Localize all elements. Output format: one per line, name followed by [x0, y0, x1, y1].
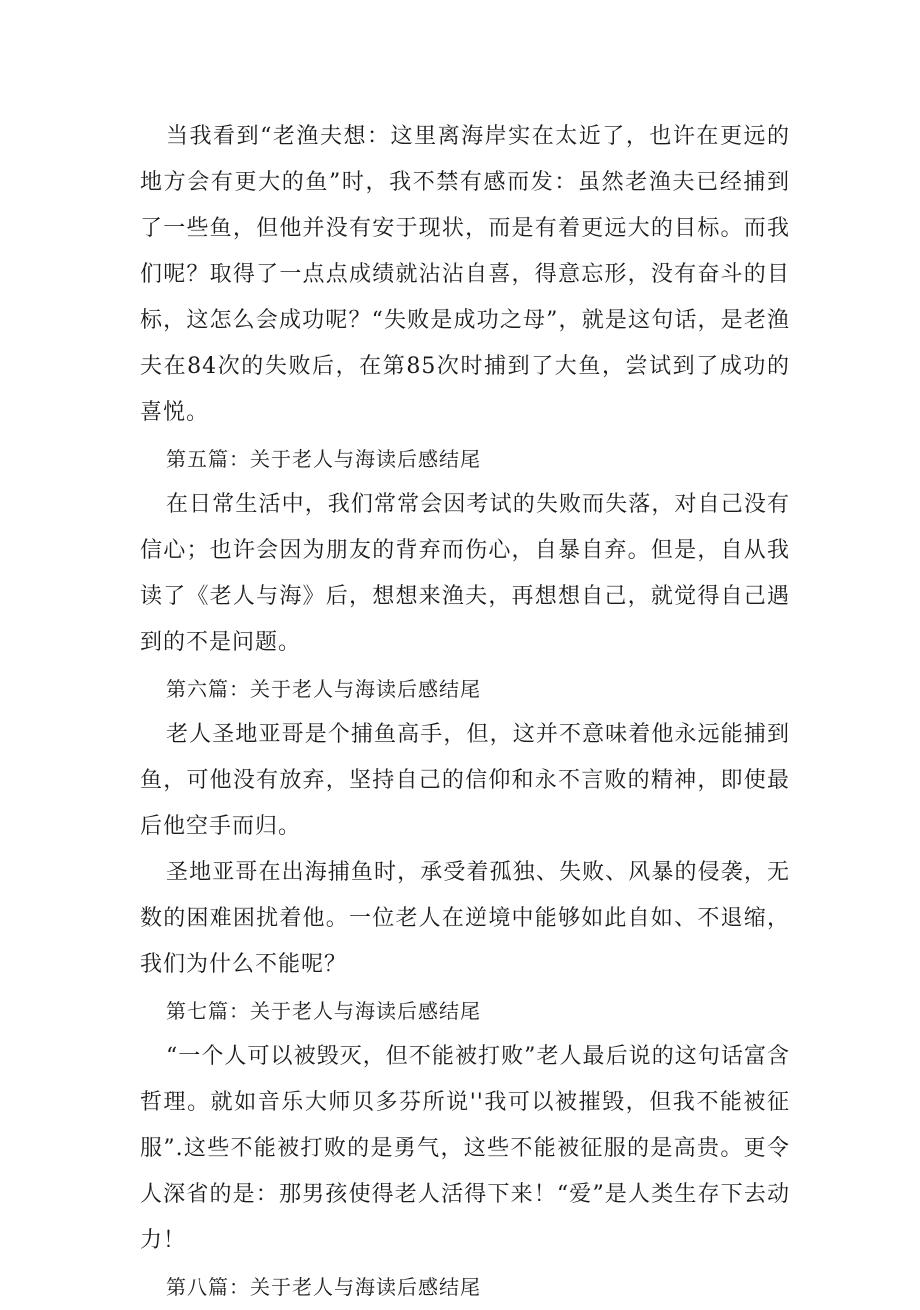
heading-part-6: 第六篇：关于老人与海读后感结尾 [166, 677, 481, 701]
paragraph-4: 圣地亚哥在出海捕鱼时，承受着孤独、失败、风暴的侵袭，无数的困难困扰着他。一位老人在逆境中能够如此自如、不退缩，我们为什么不能呢？ [140, 860, 790, 977]
paragraph-2: 在日常生活中，我们常常会因考试的失败而失落，对自己没有信心；也许会因为朋友的背弃而伤心，自暴自弃。但是，自从我读了《老人与海》后，想想来渔夫，再想想自己，就觉得自己遇到的不是问题。 [140, 492, 790, 655]
paragraph-5: “一个人可以被毁灭，但不能被打败”老人最后说的这句话富含哲理。就如音乐大师贝多芬所说''我可以被摧毁，但我不能被征服”.这些不能被打败的是勇气，这些不能被征服的是高贵。更令人深省的是：那男孩使得老人活得下来！“爱”是人类生存下去动力！ [140, 1044, 790, 1253]
heading-part-8: 第八篇：关于老人与海读后感结尾 [166, 1275, 481, 1299]
paragraph-3: 老人圣地亚哥是个捕鱼高手，但，这并不意味着他永远能捕到鱼，可他没有放弃，坚持自己的信仰和永不言败的精神，即使最后他空手而归。 [140, 722, 790, 839]
heading-part-7: 第七篇：关于老人与海读后感结尾 [166, 999, 481, 1023]
paragraph-1: 当我看到“老渔夫想：这里离海岸实在太近了，也许在更远的地方会有更大的鱼”时，我不禁有感而发：虽然老渔夫已经捕到了一些鱼，但他并没有安于现状，而是有着更远大的目标。而我们呢？取得了一点点成绩就沾沾自喜，得意忘形，没有奋斗的目标，这怎么会成功呢？“失败是成功之母”，就是这句话，是老渔夫在84次的失败后，在第85次时捕到了大鱼，尝试到了成功的喜悦。 [140, 124, 790, 425]
document-body [140, 114, 790, 1310]
heading-part-5: 第五篇：关于老人与海读后感结尾 [166, 447, 481, 471]
